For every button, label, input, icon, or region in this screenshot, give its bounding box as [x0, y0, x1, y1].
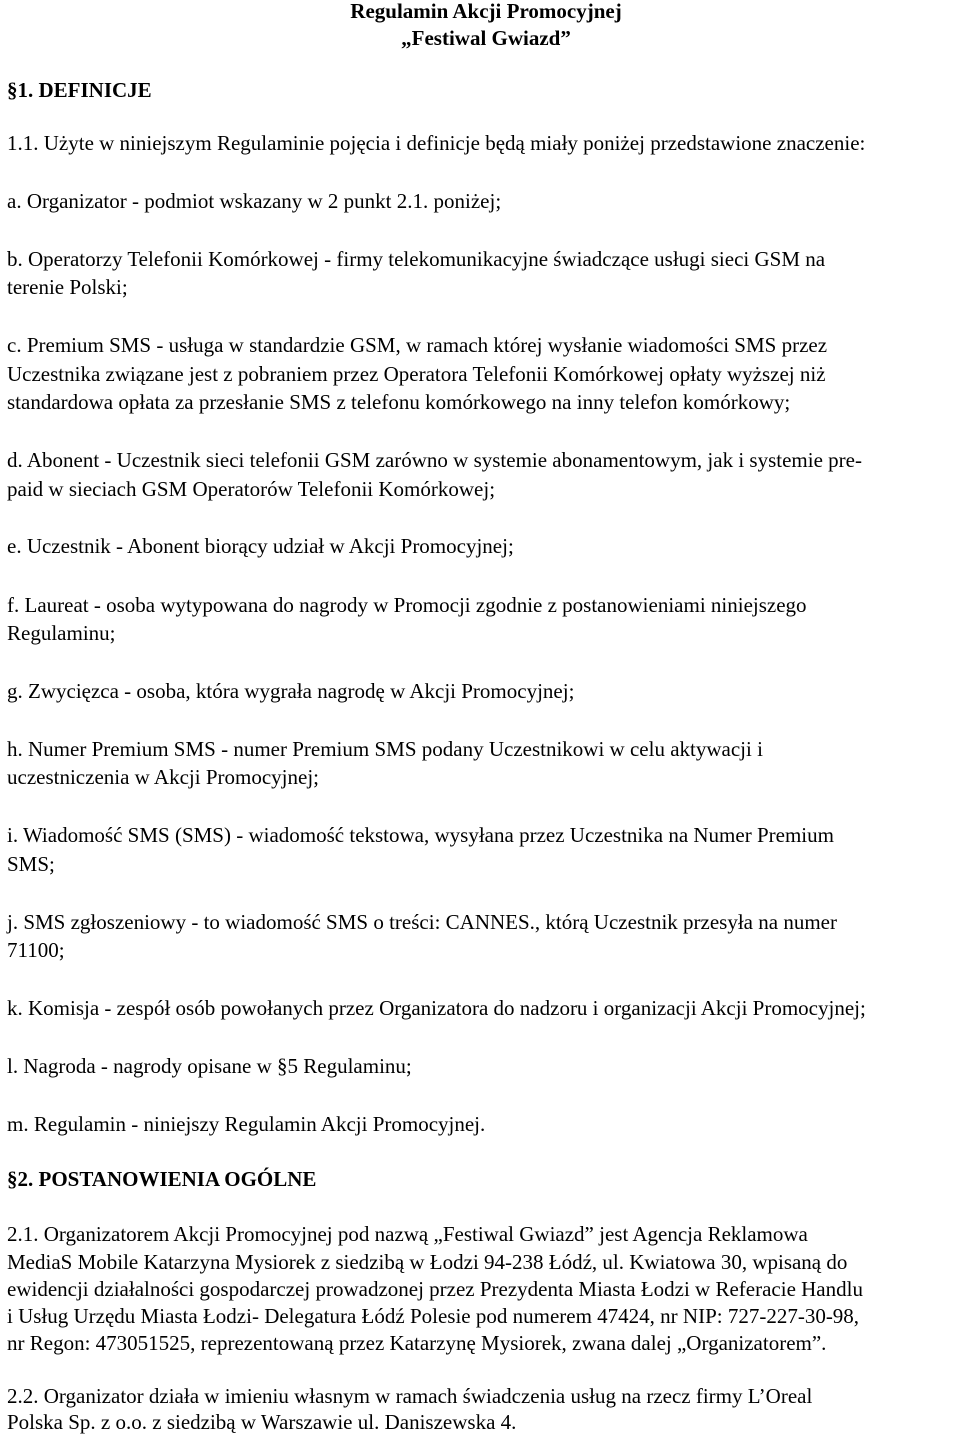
paragraph-2-2-line-1: 2.2. Organizator działa w imieniu własnym w ramach świadczenia usług na rzecz firmy L’Oreal [7, 1384, 813, 1408]
definition-b-line-1: b. Operatorzy Telefonii Komórkowej - firmy telekomunikacyjne świadczące usługi sieci GSM na [7, 247, 826, 271]
definition-c-line-3: standardowa opłata za przesłanie SMS z telefonu komórkowego na inny telefon komórkowy; [7, 390, 791, 414]
definition-m: m. Regulamin - niniejszy Regulamin Akcji Promocyjnej. [7, 1112, 486, 1136]
definition-intro: 1.1. Użyte w niniejszym Regulaminie pojęcia i definicje będą miały poniżej przedstawione znaczenie: [7, 131, 866, 155]
definition-d-line-1: d. Abonent - Uczestnik sieci telefonii GSM zarówno w systemie abonamentowym, jak i systemie pre- [7, 448, 862, 472]
section-2-heading: §2. POSTANOWIENIA OGÓLNE [7, 1167, 317, 1191]
definition-h-line-1: h. Numer Premium SMS - numer Premium SMS podany Uczestnikowi w celu aktywacji i [7, 737, 763, 761]
definition-f-line-1: f. Laureat - osoba wytypowana do nagrody w Promocji zgodnie z postanowieniami niniejszego [7, 593, 807, 617]
definition-b-line-2: terenie Polski; [7, 275, 128, 299]
definition-c-line-2: Uczestnika związane jest z pobraniem przez Operatora Telefonii Komórkowej opłaty wyższej niż [7, 362, 826, 386]
definition-c-line-1: c. Premium SMS - usługa w standardzie GSM, w ramach której wysłanie wiadomości SMS przez [7, 333, 828, 357]
definition-a: a. Organizator - podmiot wskazany w 2 punkt 2.1. poniżej; [7, 189, 502, 213]
document-subtitle: „Festiwal Gwiazd” [401, 26, 571, 50]
paragraph-2-2-line-2: Polska Sp. z o.o. z siedzibą w Warszawie ul. Daniszewska 4. [7, 1410, 517, 1434]
definition-i-line-2: SMS; [7, 852, 55, 876]
definition-i-line-1: i. Wiadomość SMS (SMS) - wiadomość tekstowa, wysyłana przez Uczestnika na Numer Premium [7, 823, 834, 847]
definition-j-line-1: j. SMS zgłoszeniowy - to wiadomość SMS o treści: CANNES., którą Uczestnik przesyła na numer [7, 910, 837, 934]
paragraph-2-1-line-5: nr Regon: 473051525, reprezentowaną przez Katarzynę Mysiorek, zwana dalej „Organizatorem”. [7, 1331, 827, 1355]
section-1-heading: §1. DEFINICJE [7, 78, 152, 102]
definition-g: g. Zwycięzca - osoba, która wygrała nagrodę w Akcji Promocyjnej; [7, 679, 575, 703]
paragraph-2-1-line-3: ewidencji działalności gospodarczej prowadzonej przez Prezydenta Miasta Łodzi w Referacie Handlu [7, 1277, 863, 1301]
definition-f-line-2: Regulaminu; [7, 621, 116, 645]
definition-k: k. Komisja - zespół osób powołanych przez Organizatora do nadzoru i organizacji Akcji Promocyjnej; [7, 996, 866, 1020]
paragraph-2-1-line-1: 2.1. Organizatorem Akcji Promocyjnej pod nazwą „Festiwal Gwiazd” jest Agencja Reklamowa [7, 1222, 808, 1246]
definition-j-line-2: 71100; [7, 938, 65, 962]
definition-d-line-2: paid w sieciach GSM Operatorów Telefonii Komórkowej; [7, 477, 496, 501]
definition-h-line-2: uczestniczenia w Akcji Promocyjnej; [7, 765, 319, 789]
definition-l: l. Nagroda - nagrody opisane w §5 Regulaminu; [7, 1054, 412, 1078]
definition-e: e. Uczestnik - Abonent biorący udział w Akcji Promocyjnej; [7, 534, 514, 558]
paragraph-2-1-line-2: MediaS Mobile Katarzyna Mysiorek z siedzibą w Łodzi 94-238 Łódź, ul. Kwiatowa 30, wpisaną do [7, 1250, 848, 1274]
document-title: Regulamin Akcji Promocyjnej [350, 0, 622, 23]
paragraph-2-1-line-4: i Usług Urzędu Miasta Łodzi- Delegatura Łódź Polesie pod numerem 47424, nr NIP: 727-227-30-98, [7, 1304, 860, 1328]
